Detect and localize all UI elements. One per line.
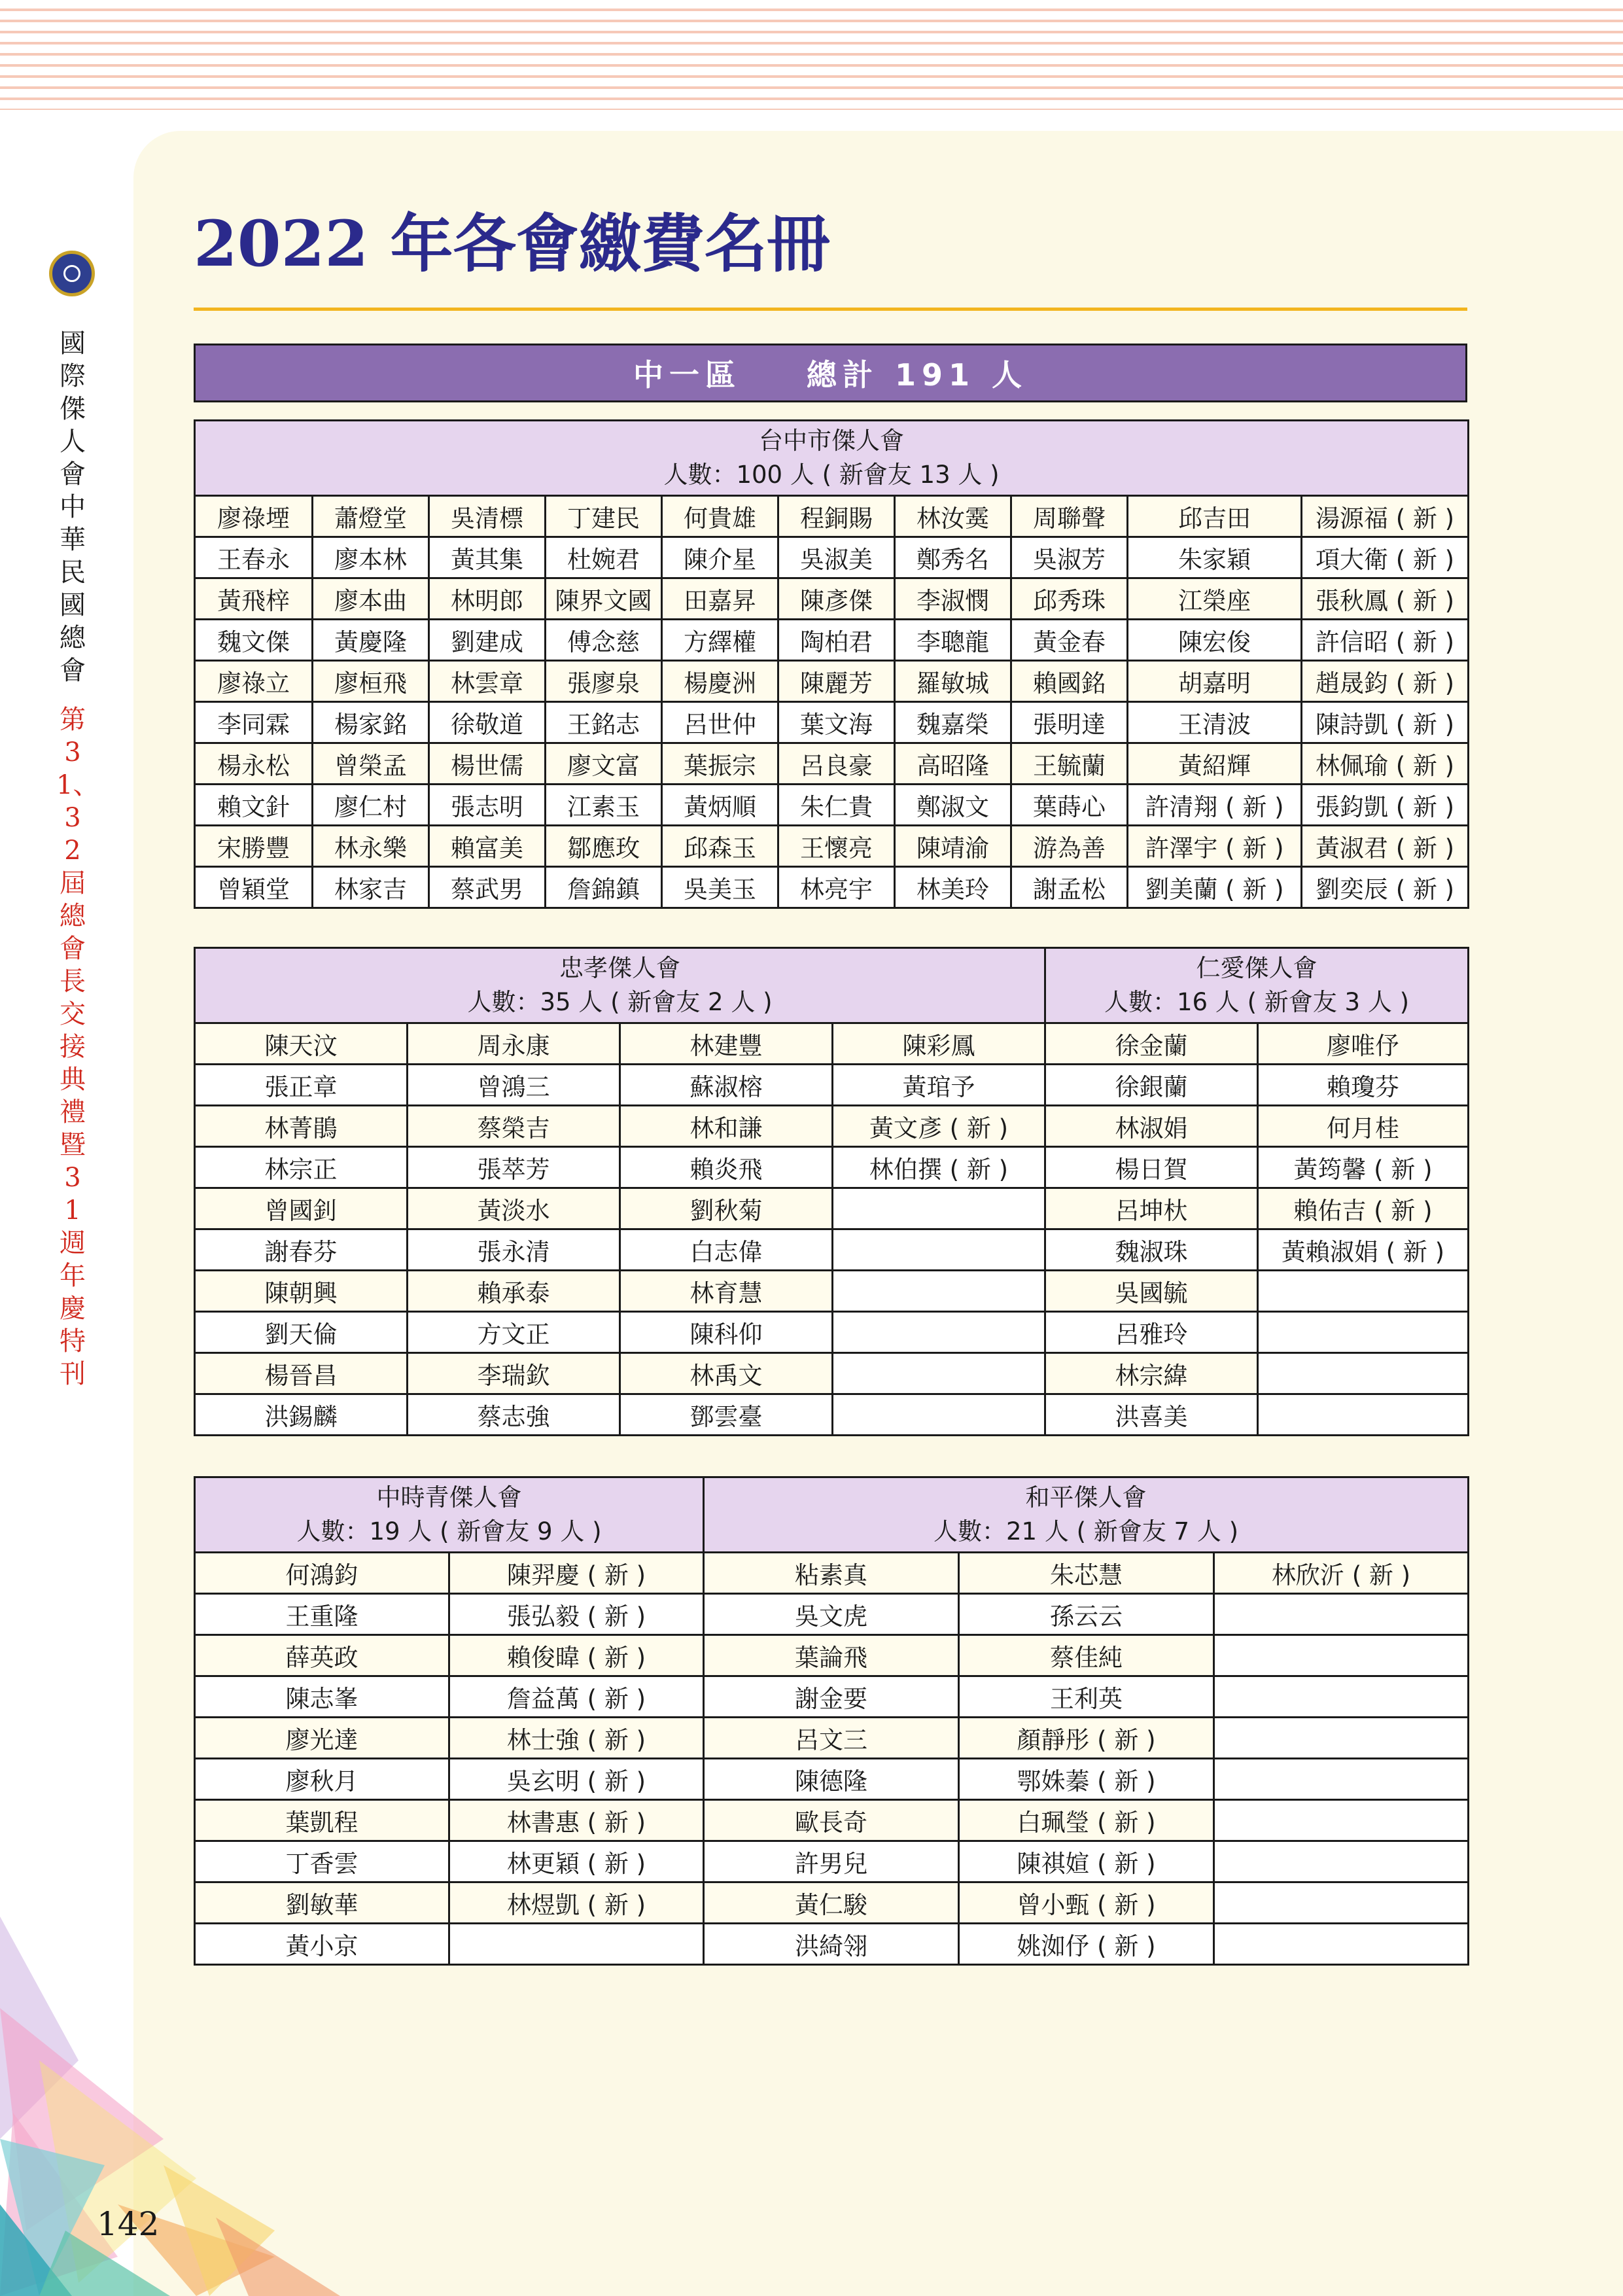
member-cell: 林士強 ( 新 )	[449, 1718, 704, 1759]
member-cell: 楊晉昌	[195, 1353, 408, 1394]
member-cell: 李同霖	[195, 702, 313, 743]
region-name: 中一區	[633, 357, 741, 393]
member-cell: 黃文彥 ( 新 )	[833, 1106, 1045, 1147]
member-cell: 張明達	[1011, 702, 1128, 743]
member-cell: 詹錦鎮	[546, 867, 662, 908]
table-row	[195, 1553, 1469, 1594]
member-cell: 陳羿慶 ( 新 )	[449, 1553, 704, 1594]
member-cell: 蔡志強	[408, 1394, 620, 1436]
member-cell: 呂良豪	[778, 743, 895, 785]
member-cell	[833, 1188, 1045, 1229]
table-row	[195, 785, 1469, 826]
member-cell: 傅念慈	[546, 620, 662, 661]
member-cell: 曾小甄 ( 新 )	[959, 1882, 1214, 1924]
member-cell: 朱家穎	[1128, 537, 1302, 578]
club-count: 人數：100 人 ( 新會友 13 人 )	[663, 461, 1000, 489]
member-cell: 張廖泉	[546, 661, 662, 702]
member-cell	[1214, 1882, 1469, 1924]
member-cell: 林和謙	[620, 1106, 833, 1147]
member-cell: 賴炎飛	[620, 1147, 833, 1188]
member-cell: 林雲章	[429, 661, 546, 702]
club-name: 仁愛傑人會	[1196, 954, 1318, 982]
member-cell: 程銅賜	[778, 496, 895, 537]
heping-header	[704, 1477, 1469, 1553]
region-total: 總計 191 人	[807, 357, 1028, 393]
member-cell	[449, 1924, 704, 1965]
member-cell: 廖仁村	[313, 785, 429, 826]
member-cell: 杜婉君	[546, 537, 662, 578]
member-cell: 謝春芬	[195, 1229, 408, 1271]
member-cell: 黃金春	[1011, 620, 1128, 661]
member-cell: 孫云云	[959, 1594, 1214, 1635]
member-cell: 葉蒔心	[1011, 785, 1128, 826]
member-cell: 湯源福 ( 新 )	[1302, 496, 1469, 537]
member-cell: 吳國毓	[1045, 1271, 1258, 1312]
member-cell: 羅敏城	[895, 661, 1011, 702]
member-cell: 賴富美	[429, 826, 546, 867]
member-cell: 粘素真	[704, 1553, 959, 1594]
side-subtitle: 第31、32屆總會長交接典禮暨31週年慶特刊	[56, 705, 99, 1389]
member-cell: 廖祿堙	[195, 496, 313, 537]
member-cell: 廖文富	[546, 743, 662, 785]
member-cell: 林禹文	[620, 1353, 833, 1394]
member-cell: 葉論飛	[704, 1635, 959, 1676]
member-cell: 林煜凱 ( 新 )	[449, 1882, 704, 1924]
member-cell: 邱秀珠	[1011, 578, 1128, 620]
member-cell	[1258, 1353, 1469, 1394]
member-cell: 張正章	[195, 1065, 408, 1106]
member-cell: 蔡佳純	[959, 1635, 1214, 1676]
member-cell: 曾榮孟	[313, 743, 429, 785]
member-cell	[833, 1312, 1045, 1353]
member-cell: 蔡武男	[429, 867, 546, 908]
member-cell: 張鈞凱 ( 新 )	[1302, 785, 1469, 826]
zhongxiao-renai-table	[194, 947, 1469, 1436]
member-cell: 洪錫麟	[195, 1394, 408, 1436]
member-cell	[1214, 1594, 1469, 1635]
member-cell: 黃筠馨 ( 新 )	[1258, 1147, 1469, 1188]
member-cell: 鄧雲臺	[620, 1394, 833, 1436]
member-cell: 張秋鳳 ( 新 )	[1302, 578, 1469, 620]
member-cell: 廖本林	[313, 537, 429, 578]
member-cell: 陳宏俊	[1128, 620, 1302, 661]
member-cell: 丁香雲	[195, 1841, 449, 1882]
zhongshi-header	[195, 1477, 704, 1553]
member-cell: 曾鴻三	[408, 1065, 620, 1106]
zhongshi-heping-table	[194, 1476, 1469, 1966]
member-cell: 葉凱程	[195, 1800, 449, 1841]
member-cell: 許清翔 ( 新 )	[1128, 785, 1302, 826]
member-cell: 廖光達	[195, 1718, 449, 1759]
member-cell: 廖本曲	[313, 578, 429, 620]
member-cell: 林更穎 ( 新 )	[449, 1841, 704, 1882]
member-cell: 陳靖渝	[895, 826, 1011, 867]
member-cell: 詹益萬 ( 新 )	[449, 1676, 704, 1718]
member-cell: 黃淡水	[408, 1188, 620, 1229]
table-row	[195, 1759, 1469, 1800]
member-cell: 曾穎堂	[195, 867, 313, 908]
table-row	[195, 496, 1469, 537]
table-row	[195, 1800, 1469, 1841]
table-row	[195, 1023, 1469, 1065]
member-cell: 王重隆	[195, 1594, 449, 1635]
member-cell: 黃仁駿	[704, 1882, 959, 1924]
member-cell: 吳玄明 ( 新 )	[449, 1759, 704, 1800]
member-cell: 劉建成	[429, 620, 546, 661]
club-name: 台中市傑人會	[759, 427, 905, 455]
member-cell: 王春永	[195, 537, 313, 578]
member-cell	[1214, 1718, 1469, 1759]
member-cell: 林亮宇	[778, 867, 895, 908]
member-cell: 黃小京	[195, 1924, 449, 1965]
member-cell: 賴國銘	[1011, 661, 1128, 702]
zhongxiao-header	[195, 948, 1045, 1023]
member-cell: 許澤宇 ( 新 )	[1128, 826, 1302, 867]
member-cell	[1214, 1800, 1469, 1841]
member-cell: 陶柏君	[778, 620, 895, 661]
member-cell: 林建豐	[620, 1023, 833, 1065]
member-cell: 顏靜彤 ( 新 )	[959, 1718, 1214, 1759]
member-cell	[833, 1353, 1045, 1394]
table-row	[195, 1271, 1469, 1312]
table-row	[195, 1106, 1469, 1147]
member-cell: 白珮瑩 ( 新 )	[959, 1800, 1214, 1841]
member-cell: 楊日賀	[1045, 1147, 1258, 1188]
member-cell: 林明郎	[429, 578, 546, 620]
member-cell: 陳德隆	[704, 1759, 959, 1800]
member-cell: 黃其集	[429, 537, 546, 578]
member-cell: 薛英政	[195, 1635, 449, 1676]
table-row	[195, 826, 1469, 867]
member-cell: 許男兒	[704, 1841, 959, 1882]
member-cell: 曾國釗	[195, 1188, 408, 1229]
table-row	[195, 1718, 1469, 1759]
club-name: 和平傑人會	[1025, 1483, 1147, 1511]
member-cell: 楊永松	[195, 743, 313, 785]
member-cell: 黃琯予	[833, 1065, 1045, 1106]
member-cell: 許信昭 ( 新 )	[1302, 620, 1469, 661]
member-cell: 魏淑珠	[1045, 1229, 1258, 1271]
table-row	[195, 702, 1469, 743]
club-count: 人數：35 人 ( 新會友 2 人 )	[467, 988, 773, 1016]
member-cell: 黃慶隆	[313, 620, 429, 661]
table-row	[195, 1147, 1469, 1188]
member-cell: 何月桂	[1258, 1106, 1469, 1147]
member-cell: 歐長奇	[704, 1800, 959, 1841]
member-cell	[833, 1271, 1045, 1312]
table-row	[195, 1924, 1469, 1965]
member-cell: 邱森玉	[662, 826, 778, 867]
member-cell: 洪綺翎	[704, 1924, 959, 1965]
table-row	[195, 1229, 1469, 1271]
member-cell	[1258, 1394, 1469, 1436]
member-cell: 高昭隆	[895, 743, 1011, 785]
table-row	[195, 1394, 1469, 1436]
member-cell: 張永清	[408, 1229, 620, 1271]
table-row	[195, 1188, 1469, 1229]
member-cell: 田嘉昇	[662, 578, 778, 620]
member-cell: 鄭秀名	[895, 537, 1011, 578]
header-stripes	[0, 0, 1623, 110]
taichung-table	[194, 419, 1469, 909]
member-cell: 吳美玉	[662, 867, 778, 908]
member-cell: 陳朝興	[195, 1271, 408, 1312]
member-cell: 呂雅玲	[1045, 1312, 1258, 1353]
member-cell: 林宗正	[195, 1147, 408, 1188]
member-cell: 周永康	[408, 1023, 620, 1065]
member-cell: 魏嘉榮	[895, 702, 1011, 743]
member-cell: 張志明	[429, 785, 546, 826]
member-cell: 徐金蘭	[1045, 1023, 1258, 1065]
member-cell: 賴俊暐 ( 新 )	[449, 1635, 704, 1676]
member-cell: 葉文海	[778, 702, 895, 743]
member-cell	[1258, 1271, 1469, 1312]
member-cell: 洪喜美	[1045, 1394, 1258, 1436]
side-title: 國際傑人會中華民國總會	[60, 328, 86, 686]
table-row	[195, 867, 1469, 908]
member-cell: 蘇淑榕	[620, 1065, 833, 1106]
member-cell: 陳祺媗 ( 新 )	[959, 1841, 1214, 1882]
member-cell: 張弘毅 ( 新 )	[449, 1594, 704, 1635]
table-row	[195, 661, 1469, 702]
member-cell: 鄂姝蓁 ( 新 )	[959, 1759, 1214, 1800]
member-cell: 何鴻鈞	[195, 1553, 449, 1594]
member-cell	[1214, 1841, 1469, 1882]
table-row	[195, 743, 1469, 785]
member-cell: 林育慧	[620, 1271, 833, 1312]
member-cell: 丁建民	[546, 496, 662, 537]
member-cell: 王清波	[1128, 702, 1302, 743]
member-cell: 蔡榮吉	[408, 1106, 620, 1147]
member-cell: 魏文傑	[195, 620, 313, 661]
club-count: 人數：16 人 ( 新會友 3 人 )	[1104, 988, 1410, 1016]
member-cell: 項大衛 ( 新 )	[1302, 537, 1469, 578]
member-cell: 劉秋菊	[620, 1188, 833, 1229]
member-cell: 林永樂	[313, 826, 429, 867]
taichung-header	[195, 421, 1469, 496]
member-cell	[833, 1394, 1045, 1436]
member-cell: 李瑞欽	[408, 1353, 620, 1394]
member-cell: 徐銀蘭	[1045, 1065, 1258, 1106]
club-name: 中時青傑人會	[376, 1483, 522, 1511]
member-cell: 廖桓飛	[313, 661, 429, 702]
member-cell: 黃炳順	[662, 785, 778, 826]
member-cell: 呂文三	[704, 1718, 959, 1759]
member-cell: 江榮座	[1128, 578, 1302, 620]
member-cell: 何貴雄	[662, 496, 778, 537]
member-cell: 楊世儒	[429, 743, 546, 785]
member-cell: 朱仁貴	[778, 785, 895, 826]
member-cell: 林書惠 ( 新 )	[449, 1800, 704, 1841]
member-cell: 方繹權	[662, 620, 778, 661]
table-row	[195, 1676, 1469, 1718]
member-cell: 林欣沂 ( 新 )	[1214, 1553, 1469, 1594]
member-cell: 楊家銘	[313, 702, 429, 743]
member-cell: 徐敬道	[429, 702, 546, 743]
member-cell: 廖唯伃	[1258, 1023, 1469, 1065]
member-cell: 姚洳伃 ( 新 )	[959, 1924, 1214, 1965]
member-cell: 陳麗芳	[778, 661, 895, 702]
member-cell: 吳文虎	[704, 1594, 959, 1635]
renai-header	[1045, 948, 1469, 1023]
member-cell: 吳淑美	[778, 537, 895, 578]
member-cell: 邱吉田	[1128, 496, 1302, 537]
member-cell: 江素玉	[546, 785, 662, 826]
table-row	[195, 1065, 1469, 1106]
member-cell: 蕭燈堂	[313, 496, 429, 537]
member-cell: 林佩瑜 ( 新 )	[1302, 743, 1469, 785]
member-cell: 賴瓊芬	[1258, 1065, 1469, 1106]
member-cell: 陳介星	[662, 537, 778, 578]
taichung-body	[195, 496, 1469, 908]
member-cell: 李淑憫	[895, 578, 1011, 620]
member-cell: 謝孟松	[1011, 867, 1128, 908]
member-cell: 呂坤杕	[1045, 1188, 1258, 1229]
member-cell: 賴文針	[195, 785, 313, 826]
table-row	[195, 1594, 1469, 1635]
member-cell: 周聯聲	[1011, 496, 1128, 537]
member-cell: 陳天汶	[195, 1023, 408, 1065]
page-title: 2022 年各會繳費名冊	[194, 207, 830, 281]
member-cell: 趙晟鈞 ( 新 )	[1302, 661, 1469, 702]
page-number: 142	[97, 2205, 160, 2243]
member-cell: 呂世仲	[662, 702, 778, 743]
member-cell: 劉美蘭 ( 新 )	[1128, 867, 1302, 908]
region-banner	[194, 344, 1467, 402]
member-cell: 方文正	[408, 1312, 620, 1353]
club-count: 人數：19 人 ( 新會友 9 人 )	[296, 1517, 602, 1545]
member-cell: 陳科仰	[620, 1312, 833, 1353]
member-cell: 陳彩鳳	[833, 1023, 1045, 1065]
member-cell: 胡嘉明	[1128, 661, 1302, 702]
member-cell: 謝金要	[704, 1676, 959, 1718]
club-count: 人數：21 人 ( 新會友 7 人 )	[933, 1517, 1239, 1545]
member-cell: 黃賴淑娟 ( 新 )	[1258, 1229, 1469, 1271]
zhongshi-heping-body	[195, 1553, 1469, 1965]
member-cell: 朱芯慧	[959, 1553, 1214, 1594]
member-cell: 陳志峯	[195, 1676, 449, 1718]
member-cell: 游為善	[1011, 826, 1128, 867]
member-cell	[1214, 1676, 1469, 1718]
member-cell: 廖祿立	[195, 661, 313, 702]
member-cell	[1214, 1924, 1469, 1965]
zhongxiao-renai-body	[195, 1023, 1469, 1436]
table-row	[195, 1882, 1469, 1924]
member-cell: 林宗緯	[1045, 1353, 1258, 1394]
member-cell	[1214, 1635, 1469, 1676]
member-cell: 廖秋月	[195, 1759, 449, 1800]
member-cell: 林菁鵑	[195, 1106, 408, 1147]
member-cell: 林伯撰 ( 新 )	[833, 1147, 1045, 1188]
member-cell: 鄒應玫	[546, 826, 662, 867]
member-cell: 王銘志	[546, 702, 662, 743]
table-row	[195, 1841, 1469, 1882]
member-cell: 林淑娟	[1045, 1106, 1258, 1147]
member-cell: 林美玲	[895, 867, 1011, 908]
table-row	[195, 1312, 1469, 1353]
member-cell: 林汝霙	[895, 496, 1011, 537]
member-cell: 劉奕辰 ( 新 )	[1302, 867, 1469, 908]
member-cell: 楊慶洲	[662, 661, 778, 702]
member-cell: 黃淑君 ( 新 )	[1302, 826, 1469, 867]
member-cell: 王懷亮	[778, 826, 895, 867]
club-name: 忠孝傑人會	[559, 954, 680, 982]
table-row	[195, 578, 1469, 620]
member-cell	[1258, 1312, 1469, 1353]
member-cell: 張萃芳	[408, 1147, 620, 1188]
member-cell: 陳界文國	[546, 578, 662, 620]
table-row	[195, 537, 1469, 578]
title-underline	[194, 308, 1467, 311]
table-row	[195, 1635, 1469, 1676]
member-cell: 賴承泰	[408, 1271, 620, 1312]
table-row	[195, 1353, 1469, 1394]
member-cell: 宋勝豐	[195, 826, 313, 867]
table-row	[195, 620, 1469, 661]
member-cell: 吳清標	[429, 496, 546, 537]
member-cell: 劉天倫	[195, 1312, 408, 1353]
member-cell: 陳詩凱 ( 新 )	[1302, 702, 1469, 743]
member-cell: 賴佑吉 ( 新 )	[1258, 1188, 1469, 1229]
member-cell: 黃紹輝	[1128, 743, 1302, 785]
member-cell: 白志偉	[620, 1229, 833, 1271]
member-cell	[833, 1229, 1045, 1271]
member-cell: 李聰龍	[895, 620, 1011, 661]
member-cell: 王毓蘭	[1011, 743, 1128, 785]
association-logo	[49, 251, 95, 296]
member-cell: 陳彥傑	[778, 578, 895, 620]
member-cell: 鄭淑文	[895, 785, 1011, 826]
member-cell: 黃飛梓	[195, 578, 313, 620]
member-cell	[1214, 1759, 1469, 1800]
member-cell: 劉敏華	[195, 1882, 449, 1924]
member-cell: 吳淑芳	[1011, 537, 1128, 578]
member-cell: 葉振宗	[662, 743, 778, 785]
member-cell: 王利英	[959, 1676, 1214, 1718]
member-cell: 林家吉	[313, 867, 429, 908]
